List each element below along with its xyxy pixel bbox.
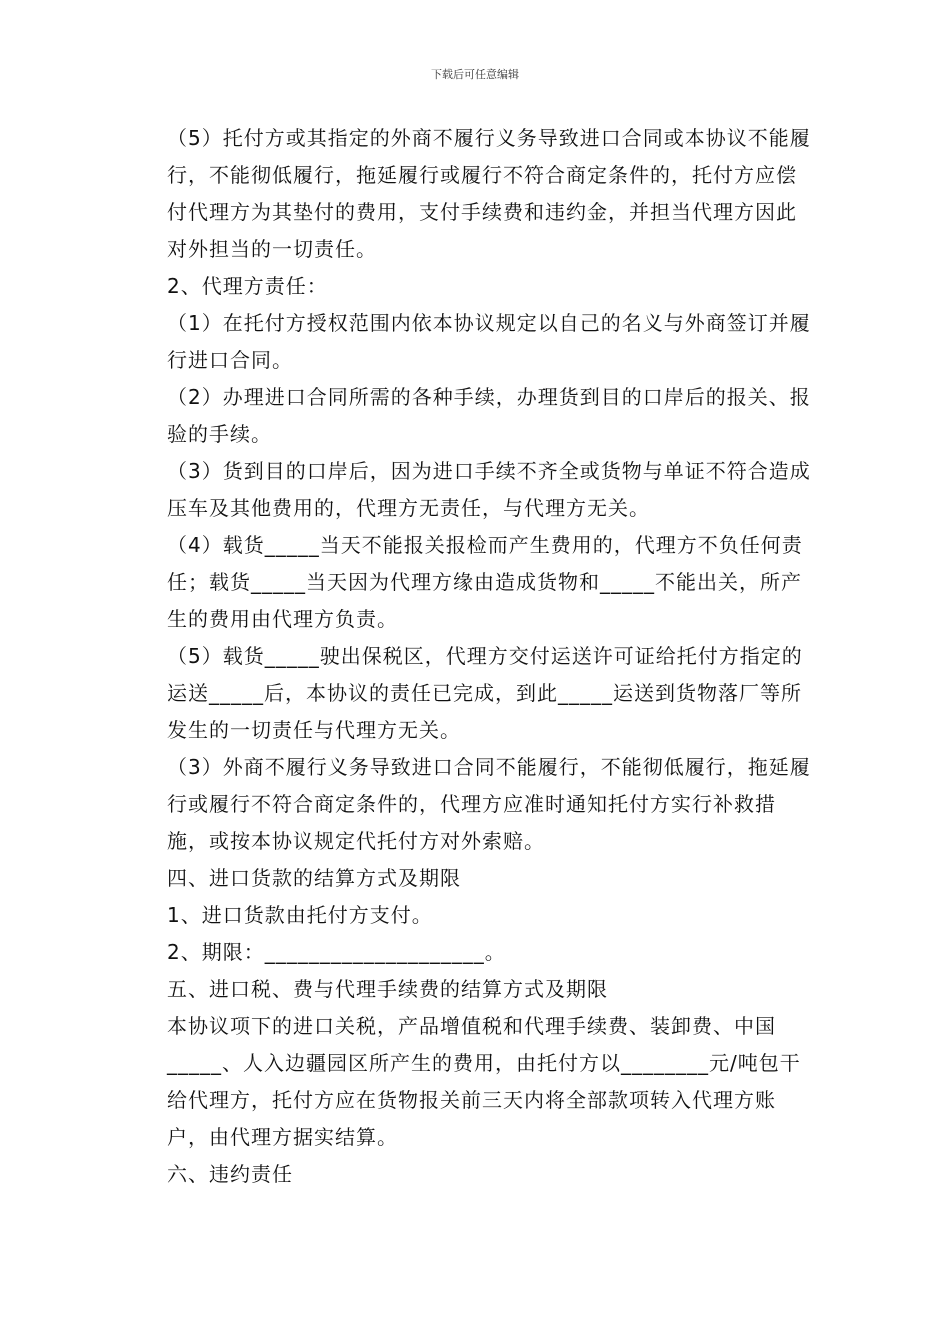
paragraph: （1）在托付方授权范围内依本协议规定以自己的名义与外商签订并履行进口合同。 [167,311,811,372]
paragraph: （5）载货_____驶出保税区，代理方交付运送许可证给托付方指定的运送_____后，本协议的责任已完成，到此_____运送到货物落厂等所发生的一切责任与代理方无关。 [167,644,803,742]
section-heading: 五、进口税、费与代理手续费的结算方式及期限 [167,977,608,1001]
paragraph: （3）货到目的口岸后，因为进口手续不齐全或货物与单证不符合造成压车及其他费用的，代理方无责任，与代理方无关。 [167,459,811,520]
section-heading: 2、代理方责任： [167,274,328,298]
paragraph: 1、进口货款由托付方支付。 [167,903,433,927]
paragraph: （5）托付方或其指定的外商不履行义务导致进口合同或本协议不能履行，不能彻低履行，拖延履行或履行不符合商定条件的，托付方应偿付代理方为其垫付的费用，支付手续费和违约金，并担当代理方因此对外担当的一切责任。 [167,126,811,261]
paragraph: 本协议项下的进口关税，产品增值税和代理手续费、装卸费、中国_____、人入边疆园区所产生的费用，由托付方以________元/吨包干给代理方，托付方应在货物报关前三天内将全部款项转入代理方账户，由代理方据实结算。 [167,1014,801,1149]
section-heading: 六、违约责任 [167,1162,293,1186]
page-header: 下载后可任意编辑 [431,68,519,81]
paragraph: （3）外商不履行义务导致进口合同不能履行，不能彻低履行，拖延履行或履行不符合商定条件的，代理方应准时通知托付方实行补救措施，或按本协议规定代托付方对外索赔。 [167,755,811,853]
paragraph: （4）载货_____当天不能报关报检而产生费用的，代理方不负任何责任；载货_____当天因为代理方缘由造成货物和_____不能出关，所产生的费用由代理方负责。 [167,533,803,631]
paragraph: 2、期限：____________________。 [167,940,506,964]
section-heading: 四、进口货款的结算方式及期限 [167,866,461,890]
document-body [145,120,815,1193]
paragraph: （2）办理进口合同所需的各种手续，办理货到目的口岸后的报关、报验的手续。 [167,385,811,446]
